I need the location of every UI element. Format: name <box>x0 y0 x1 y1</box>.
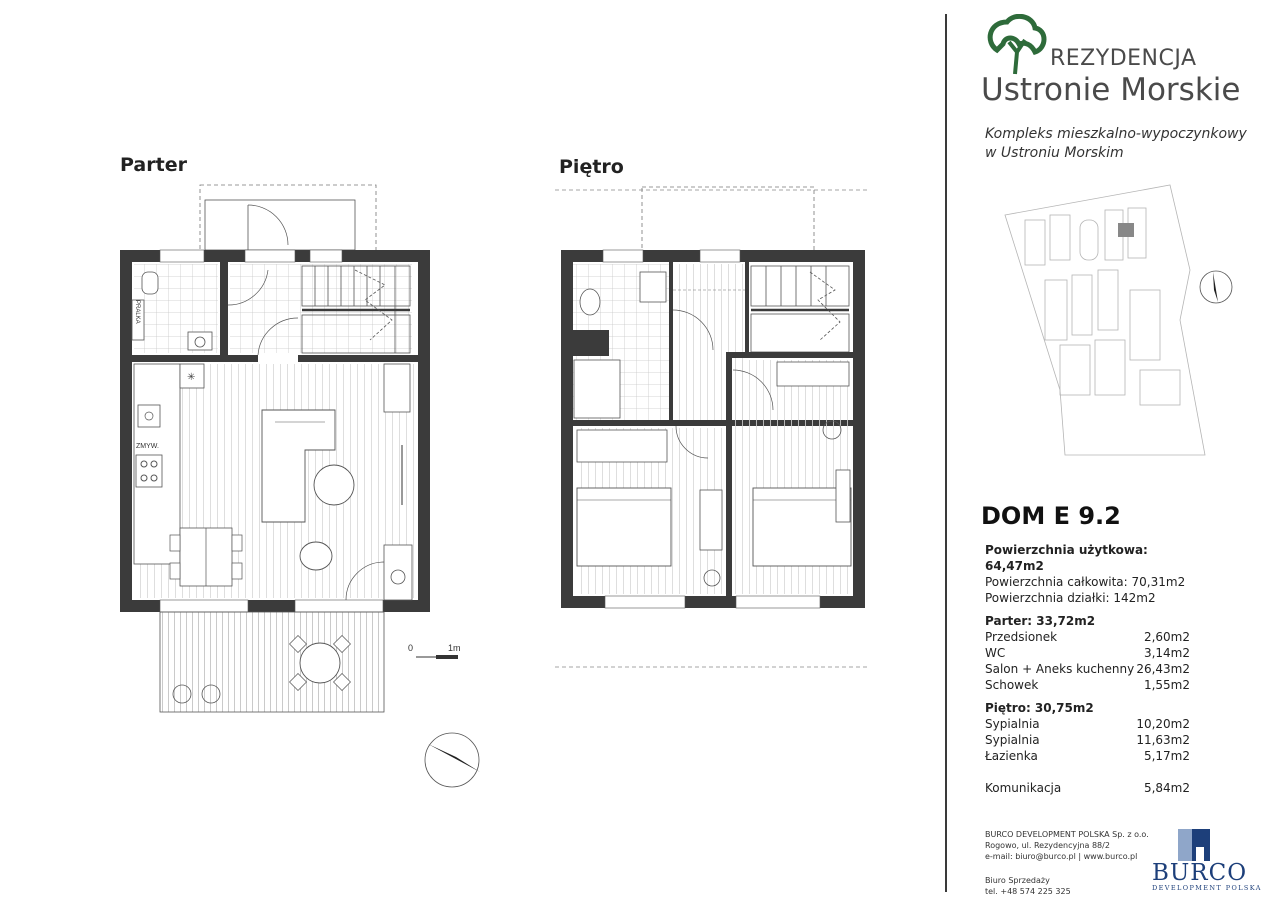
room-row <box>985 661 1190 677</box>
svg-text:✳: ✳ <box>187 372 196 383</box>
company-contact[interactable]: e-mail: biuro@burco.pl | www.burco.pl <box>985 852 1138 861</box>
brand-line-1: REZYDENCJA <box>1050 46 1197 71</box>
area-summary <box>985 542 1190 796</box>
room-area: 5,17m2 <box>1143 749 1190 763</box>
subtitle-line-1: Kompleks mieszkalno-wypoczynkowy <box>985 126 1247 142</box>
company-info <box>985 829 1149 862</box>
room-row <box>985 748 1190 764</box>
room-name: Komunikacja <box>985 781 1062 795</box>
room-name: Schowek <box>985 678 1039 692</box>
area-total <box>985 574 1190 590</box>
scale-zero-label: 0 <box>408 643 414 653</box>
brand-line-2: Ustronie Morskie <box>981 72 1241 108</box>
room-row <box>985 645 1190 661</box>
sales-office-phone[interactable]: tel. +48 574 225 325 <box>985 887 1071 896</box>
room-name: Sypialnia <box>985 733 1040 747</box>
site-map <box>1000 180 1240 465</box>
upper-floor-plan <box>555 187 868 667</box>
area-usable <box>985 542 1190 574</box>
scale-one-meter-label: 1m <box>448 643 461 653</box>
upper-floor-title: Piętro <box>559 156 624 178</box>
panel-divider <box>945 14 947 892</box>
room-row-communication <box>985 780 1190 796</box>
room-area: 26,43m2 <box>1136 662 1190 676</box>
area-plot-label: Powierzchnia działki: <box>985 591 1110 605</box>
room-area: 1,55m2 <box>1143 678 1190 692</box>
room-name: Salon + Aneks kuchenny <box>985 662 1135 676</box>
room-area: 10,20m2 <box>1136 717 1190 731</box>
sales-office-label: Biuro Sprzedaży <box>985 876 1050 885</box>
room-area: 3,14m2 <box>1143 646 1190 660</box>
house-name: DOM E 9.2 <box>981 502 1121 530</box>
burco-logo-text: BURCO <box>1152 860 1248 886</box>
tree-logo-icon <box>985 14 1055 80</box>
room-row <box>985 629 1190 645</box>
washer-label: PRALKA <box>134 300 140 324</box>
area-plot <box>985 590 1190 606</box>
room-row <box>985 732 1190 748</box>
room-row <box>985 716 1190 732</box>
pietro-header: Piętro: 30,75m2 <box>985 701 1094 715</box>
room-name: Sypialnia <box>985 717 1040 731</box>
area-usable-label: Powierzchnia użytkowa: <box>985 543 1148 557</box>
room-row <box>985 677 1190 693</box>
subtitle-line-2: w Ustroniu Morskim <box>985 145 1124 161</box>
burco-logo-subtext: DEVELOPMENT POLSKA <box>1152 884 1262 892</box>
room-name: Przedsionek <box>985 630 1058 644</box>
company-address: Rogowo, ul. Rezydencyjna 88/2 <box>985 841 1110 850</box>
project-subtitle <box>985 125 1247 163</box>
ground-floor-plan <box>120 185 480 787</box>
room-area: 11,63m2 <box>1136 733 1190 747</box>
burco-logo-icon <box>1178 829 1212 861</box>
parter-header: Parter: 33,72m2 <box>985 614 1096 628</box>
room-area: 5,84m2 <box>1143 781 1190 795</box>
company-name: BURCO DEVELOPMENT POLSKA Sp. z o.o. <box>985 830 1149 839</box>
sales-office-info <box>985 875 1071 897</box>
area-total-label: Powierzchnia całkowita: <box>985 575 1128 589</box>
area-total-value: 70,31m2 <box>1131 575 1186 589</box>
room-name: Łazienka <box>985 749 1038 763</box>
area-usable-value: 64,47m2 <box>985 559 1044 573</box>
dishwasher-label: ZMYW. <box>136 443 159 450</box>
room-name: WC <box>985 646 1006 660</box>
ground-floor-title: Parter <box>120 154 187 176</box>
area-plot-value: 142m2 <box>1113 591 1156 605</box>
room-area: 2,60m2 <box>1143 630 1190 644</box>
